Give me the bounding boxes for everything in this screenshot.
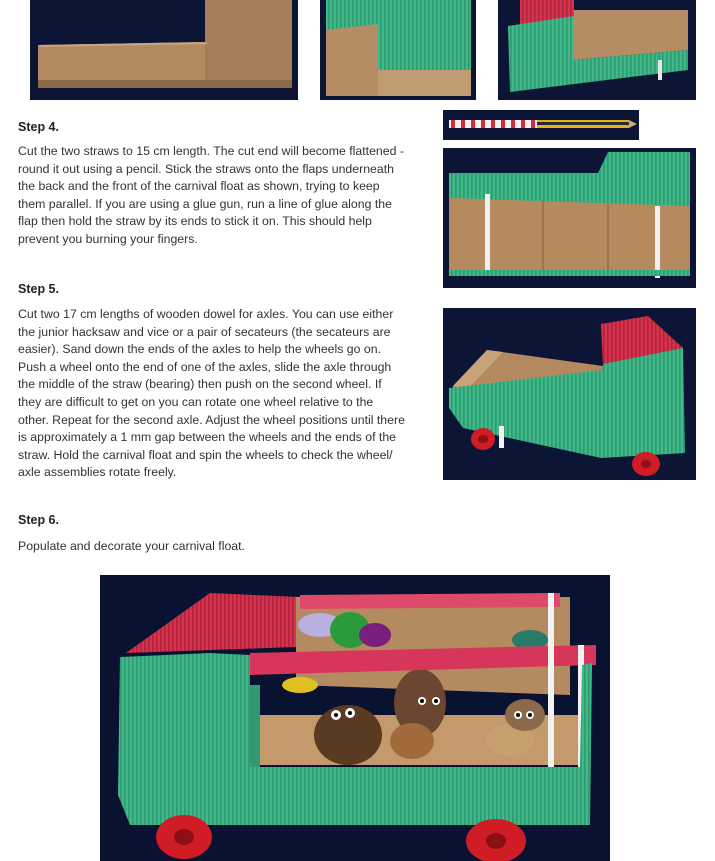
photo-4 [443,148,696,288]
photo-3 [498,0,696,100]
step-5-line: axle assemblies rotate freely. [18,465,177,480]
step-4-line: them parallel. If you are using a glue gun, run a line of glue along the [18,196,392,211]
step-5-line: Cut two 17 cm lengths of wooden dowel for axles. You can use either [18,307,394,321]
step-5-line: other. Repeat for the second axle. Adjust the wheel positions until there [18,412,405,427]
step-5-line: is approximately a 1 mm gap between the wheels and the ends of the [18,430,397,445]
step-4-line: round it out using a pencil. Stick the straws onto the flaps underneath [18,161,394,176]
photo-2 [320,0,476,100]
step-4-line: prevent you burning your fingers. [18,231,198,246]
photo-5 [443,308,696,480]
step-5-line: easier). Sand down the ends of the axles to help the wheels go on. [18,342,381,357]
step-5-line: the middle of the straw (bearing) then push on the second wheel. If [18,377,382,392]
step-6-title: Step 6. [18,513,59,527]
step-4-title: Step 4. [18,120,59,134]
step-5-line: Push a wheel onto the end of one of the axles, slide the axle through [18,359,392,374]
step-5-line: straw. Hold the carnival float and spin the wheels to check the wheel/ [18,447,393,462]
step-4-text [18,143,404,249]
step-5-line: they are difficult to get on you can rotate one wheel relative to the [18,394,374,409]
step-4-line: the back and the front of the carnival float as shown, trying to keep [18,179,380,194]
photo-6 [100,575,610,861]
step-6-text [18,538,245,556]
photo-straw [443,110,639,140]
photo-1 [30,0,298,100]
step-5-text [18,306,405,482]
step-4-line: Cut the two straws to 15 cm length. The cut end will become flattened - [18,144,404,158]
step-5-line: the junior hacksaw and vice or a pair of secateurs (the secateurs are [18,324,391,339]
step-6-line: Populate and decorate your carnival float. [18,539,245,553]
step-5-title: Step 5. [18,282,59,296]
step-4-line: flap then hold the straw by its ends to stick it on. This should help [18,214,372,229]
